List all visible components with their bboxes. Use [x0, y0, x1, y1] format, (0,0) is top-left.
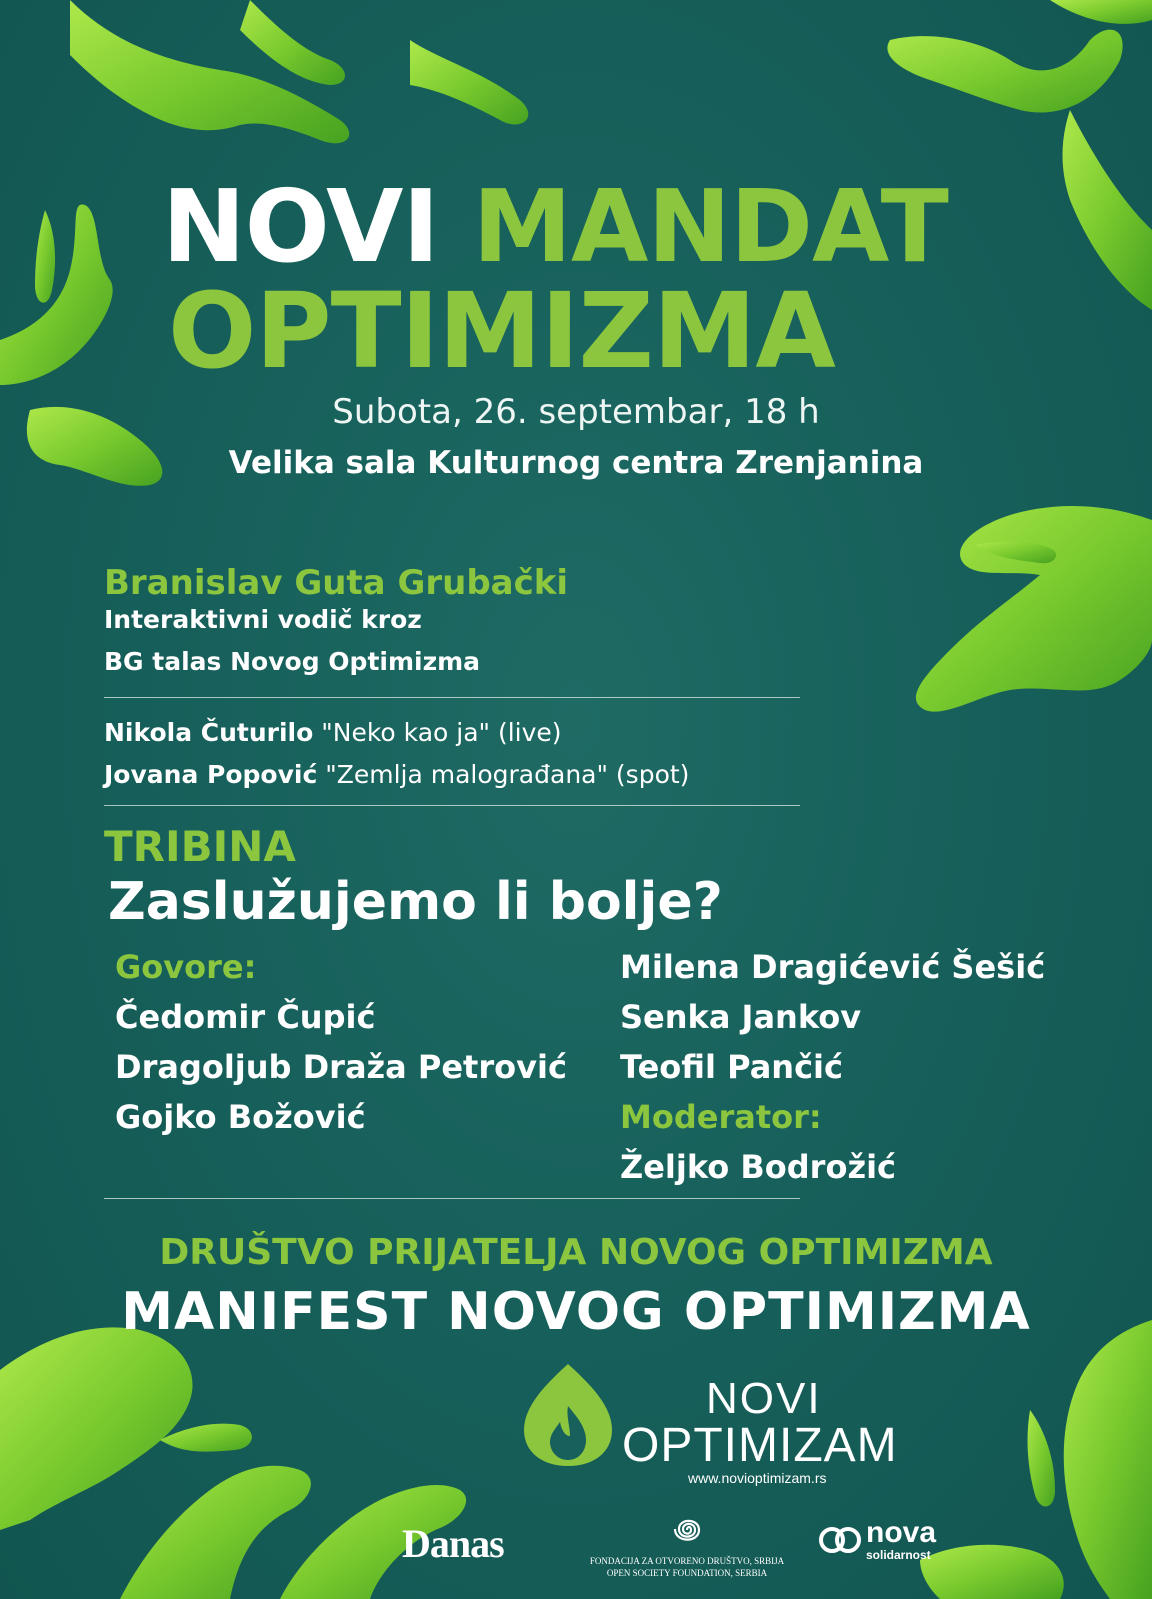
speakers-left-column [115, 942, 567, 1142]
moderator-name: Željko Bodrožić [620, 1148, 896, 1186]
hand-bottom-right [1064, 1320, 1152, 1599]
title-line-2: OPTIMIZMA [168, 270, 835, 392]
manifest-heading: MANIFEST NOVOG OPTIMIZMA [121, 1282, 1031, 1342]
performance-item [104, 718, 562, 747]
performance-artist: Nikola Čuturilo [104, 718, 314, 747]
divider [104, 1198, 800, 1199]
divider [104, 805, 800, 806]
performance-item [104, 760, 689, 789]
speaker-name: Dragoljub Draža Petrović [115, 1048, 567, 1086]
logo-text-optimizam: OPTIMIZAM [622, 1419, 898, 1472]
society-heading: DRUŠTVO PRIJATELJA NOVOG OPTIMIZMA [159, 1232, 993, 1273]
performance-artist: Jovana Popović [104, 760, 318, 789]
speakers-label: Govore: [115, 948, 257, 986]
performance-work: "Zemlja malograđana" (spot) [317, 760, 690, 789]
title-line-1 [162, 168, 948, 285]
speaker-name: Teofil Pančić [620, 1048, 843, 1086]
website-url: www.novioptimizam.rs [688, 1470, 827, 1486]
title-word-mandat: MANDAT [472, 168, 948, 285]
tribina-label: TRIBINA [104, 822, 296, 871]
moderator-label: Moderator: [620, 1098, 822, 1136]
divider [104, 697, 800, 698]
hand-right-middle [916, 506, 1152, 712]
speaker-name: Milena Dragićević Šešić [620, 948, 1046, 986]
speakers-right-column [620, 942, 1045, 1192]
spiral-icon [667, 1508, 707, 1552]
event-venue: Velika sala Kulturnog centra Zrenjanina [228, 445, 924, 481]
fondacija-text [579, 1555, 795, 1579]
hand-left-upper [0, 204, 113, 385]
performance-work: "Neko kao ja" (live) [313, 718, 562, 747]
logo-text-novi: NOVI [706, 1374, 822, 1423]
tribina-question: Zaslužujemo li bolje? [108, 872, 723, 932]
title-word-novi: NOVI [162, 168, 439, 285]
fondacija-line-2: OPEN SOCIETY FOUNDATION, SERBIA [606, 1568, 768, 1578]
danas-logo: Danas [402, 1521, 504, 1566]
flame-icon [520, 1362, 616, 1466]
guide-name: Branislav Guta Grubački [104, 563, 569, 603]
speaker-name: Gojko Božović [115, 1098, 366, 1136]
guide-line-1: Interaktivni vodič kroz [104, 605, 422, 634]
nova-solidarnost-icon [818, 1522, 864, 1558]
guide-line-2: BG talas Novog Optimizma [104, 647, 481, 676]
fondacija-line-1: FONDACIJA ZA OTVORENO DRUŠTVO, SRBIJA [589, 1556, 785, 1566]
speaker-name: Čedomir Čupić [115, 998, 376, 1036]
nova-logo-text: nova [866, 1516, 937, 1549]
nova-logo-subtext: solidarnost [866, 1548, 931, 1562]
hand-top-right [887, 30, 1122, 113]
speaker-name: Senka Jankov [620, 998, 862, 1036]
hand-bottom-left [0, 1327, 193, 1530]
event-date: Subota, 26. septembar, 18 h [332, 392, 820, 432]
